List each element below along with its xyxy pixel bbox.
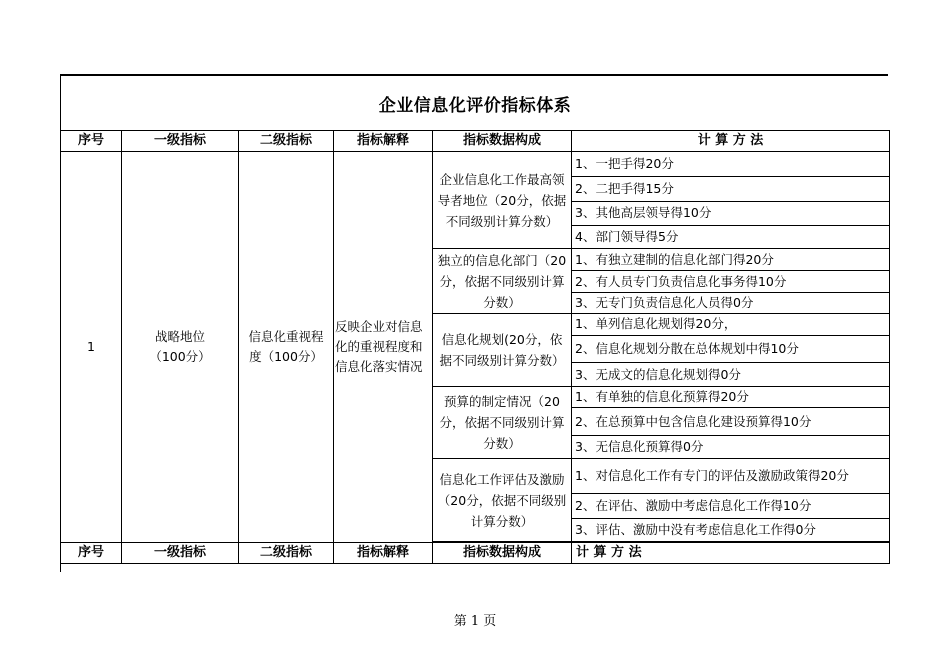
header-index: 序号 <box>61 131 122 152</box>
header-level2: 二级指标 <box>239 131 334 152</box>
method-item: 1、有独立建制的信息化部门得20分 <box>572 249 890 271</box>
level2-text: 信息化重视程度（100分） <box>248 329 324 364</box>
method-item: 1、一把手得20分 <box>572 152 890 177</box>
cell-level1 <box>122 152 239 543</box>
header-method: 计 算 方 法 <box>572 543 890 564</box>
header-composition: 指标数据构成 <box>433 543 572 564</box>
method-item: 1、有单独的信息化预算得20分 <box>572 387 890 408</box>
cell-composition: 独立的信息化部门（20分，依据不同级别计算分数） <box>433 249 572 314</box>
header-explanation: 指标解释 <box>334 131 433 152</box>
method-item: 4、部门领导得5分 <box>572 226 890 249</box>
method-item: 2、在总预算中包含信息化建设预算得10分 <box>572 408 890 436</box>
cell-composition: 预算的制定情况（20分，依据不同级别计算分数） <box>433 387 572 459</box>
method-item: 3、无专门负责信息化人员得0分 <box>572 292 890 313</box>
cell-composition: 信息化工作评估及激励（20分，依据不同级别计算分数） <box>433 459 572 542</box>
method-item: 3、评估、激励中没有考虑信息化工作得0分 <box>572 519 890 542</box>
cell-composition: 信息化规划(20分，依据不同级别计算分数） <box>433 314 572 387</box>
page-number: 第 1 页 <box>453 614 497 629</box>
header-method: 计 算 方 法 <box>572 131 890 152</box>
cell-index: 1 <box>61 152 122 543</box>
spreadsheet-page <box>60 74 888 572</box>
cell-level2 <box>239 152 334 543</box>
method-item: 2、在评估、激励中考虑信息化工作得10分 <box>572 494 890 519</box>
method-item: 3、无信息化预算得0分 <box>572 436 890 459</box>
method-item: 2、二把手得15分 <box>572 176 890 201</box>
evaluation-table <box>60 130 890 564</box>
header-row <box>61 131 890 152</box>
method-item: 1、单列信息化规划得20分， <box>572 314 890 336</box>
header-index: 序号 <box>61 543 122 564</box>
header-level1: 一级指标 <box>122 543 239 564</box>
method-item: 2、信息化规划分散在总体规划中得10分 <box>572 335 890 362</box>
header-explanation: 指标解释 <box>334 543 433 564</box>
repeated-header-row <box>61 543 890 564</box>
header-level2: 二级指标 <box>239 543 334 564</box>
method-item: 3、其他高层领导得10分 <box>572 201 890 226</box>
cell-composition: 企业信息化工作最高领导者地位（20分，依据不同级别计算分数） <box>433 152 572 249</box>
page-title: 企业信息化评价指标体系 <box>378 95 572 116</box>
method-item: 2、有人员专门负责信息化事务得10分 <box>572 271 890 292</box>
header-composition: 指标数据构成 <box>433 131 572 152</box>
cell-explanation <box>334 152 433 543</box>
method-item: 3、无成文的信息化规划得0分 <box>572 363 890 387</box>
header-level1: 一级指标 <box>122 131 239 152</box>
level1-text: 战略地位（100分） <box>149 329 211 364</box>
explanation-text: 反映企业对信息化的重视程度和信息化落实情况 <box>335 319 423 374</box>
method-item: 1、对信息化工作有专门的评估及激励政策得20分 <box>572 459 890 494</box>
table-row <box>61 152 890 177</box>
